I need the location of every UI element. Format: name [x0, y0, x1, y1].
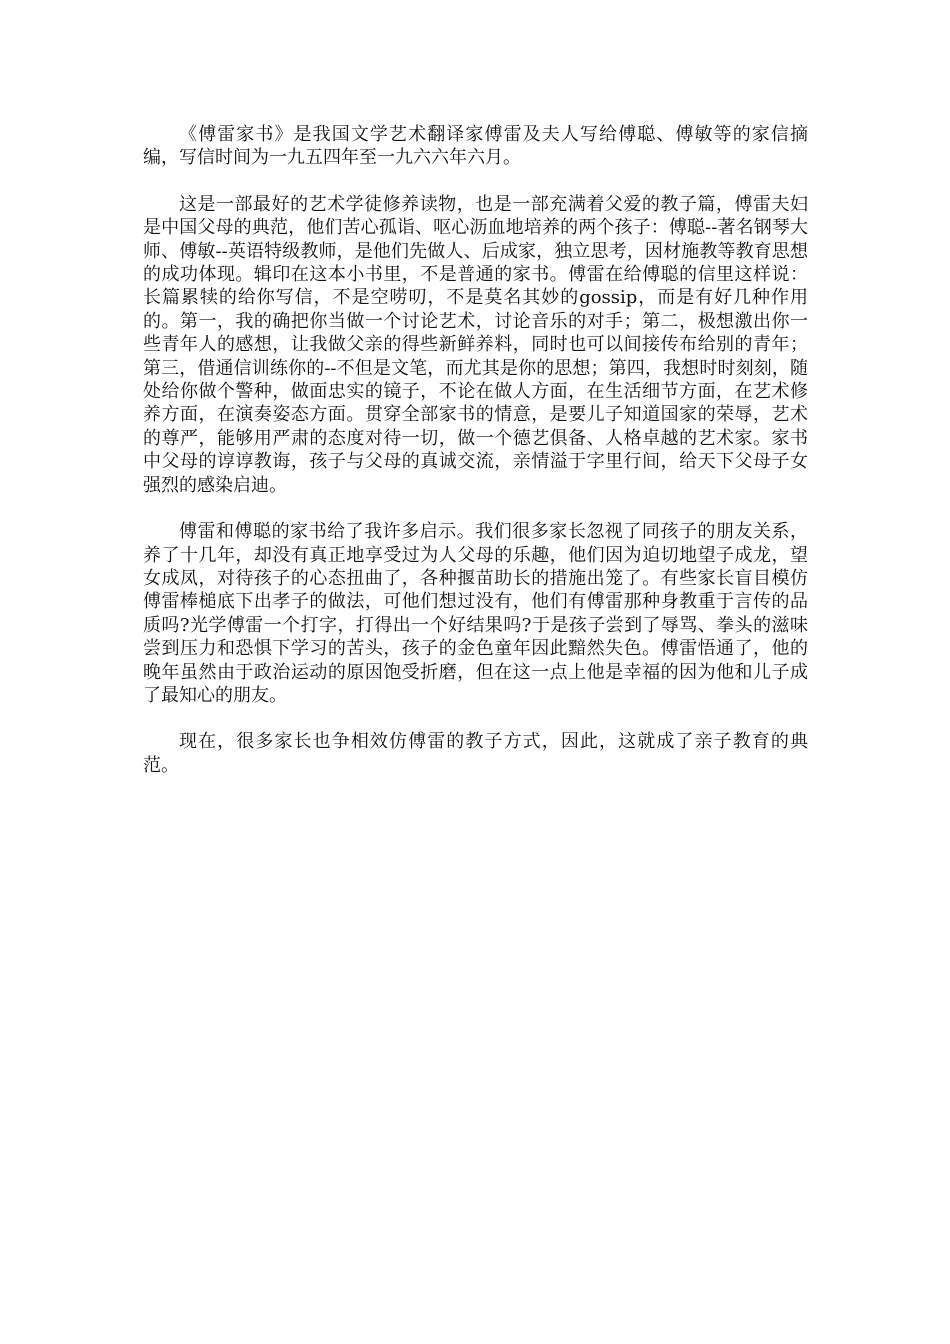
document-body: [143, 123, 808, 800]
paragraph-book-description: 这是一部最好的艺术学徒修养读物，也是一部充满着父爱的教子篇，傅雷夫妇是中国父母的典范，他们苦心孤诣、呕心沥血地培养的两个孩子：傅聪--著名钢琴大师、傅敏--英语特级教师，是他们先做人、后成家，独立思考，因材施教等教育思想的成功体现。辑印在这本小书里，不是普通的家书。傅雷在给傅聪的信里这样说：长篇累犊的给你写信，不是空唠叨，不是莫名其妙的gossip，而是有好几种作用的。第一，我的确把你当做一个讨论艺术，讨论音乐的对手；第二，极想激出你一些青年人的感想，让我做父亲的得些新鲜养料，同时也可以间接传布给别的青年；第三，借通信训练你的--不但是文笔，而尤其是你的思想；第四，我想时时刻刻，随处给你做个警种，做面忠实的镜子，不论在做人方面，在生活细节方面，在艺术修养方面，在演奏姿态方面。贯穿全部家书的情意，是要儿子知道国家的荣辱，艺术的尊严，能够用严肃的态度对待一切，做一个德艺俱备、人格卓越的艺术家。家书中父母的谆谆教诲，孩子与父母的真诚交流，亲情溢于字里行间，给天下父母子女强烈的感染启迪。: [143, 193, 808, 496]
paragraph-intro: 《傅雷家书》是我国文学艺术翻译家傅雷及夫人写给傅聪、傅敏等的家信摘编，写信时间为一九五四年至一九六六年六月。: [143, 124, 808, 169]
paragraph-conclusion: 现在，很多家长也争相效仿傅雷的教子方式，因此，这就成了亲子教育的典范。: [143, 731, 808, 776]
paragraph-reflection: 傅雷和傅聪的家书给了我许多启示。我们很多家长忽视了同孩子的朋友关系，养了十几年，却没有真正地享受过为人父母的乐趣，他们因为迫切地望子成龙，望女成凤，对待孩子的心态扭曲了，各种揠苗助长的措施出笼了。有些家长盲目模仿傅雷棒槌底下出孝子的做法，可他们想过没有，他们有傅雷那种身教重于言传的品质吗?光学傅雷一个打字，打得出一个好结果吗?于是孩子尝到了辱骂、拳头的滋味尝到压力和恐惧下学习的苦头，孩子的金色童年因此黯然失色。傅雷悟通了，他的晚年虽然由于政治运动的原因饱受折磨，但在这一点上他是幸福的因为他和儿子成了最知心的朋友。: [143, 521, 808, 706]
